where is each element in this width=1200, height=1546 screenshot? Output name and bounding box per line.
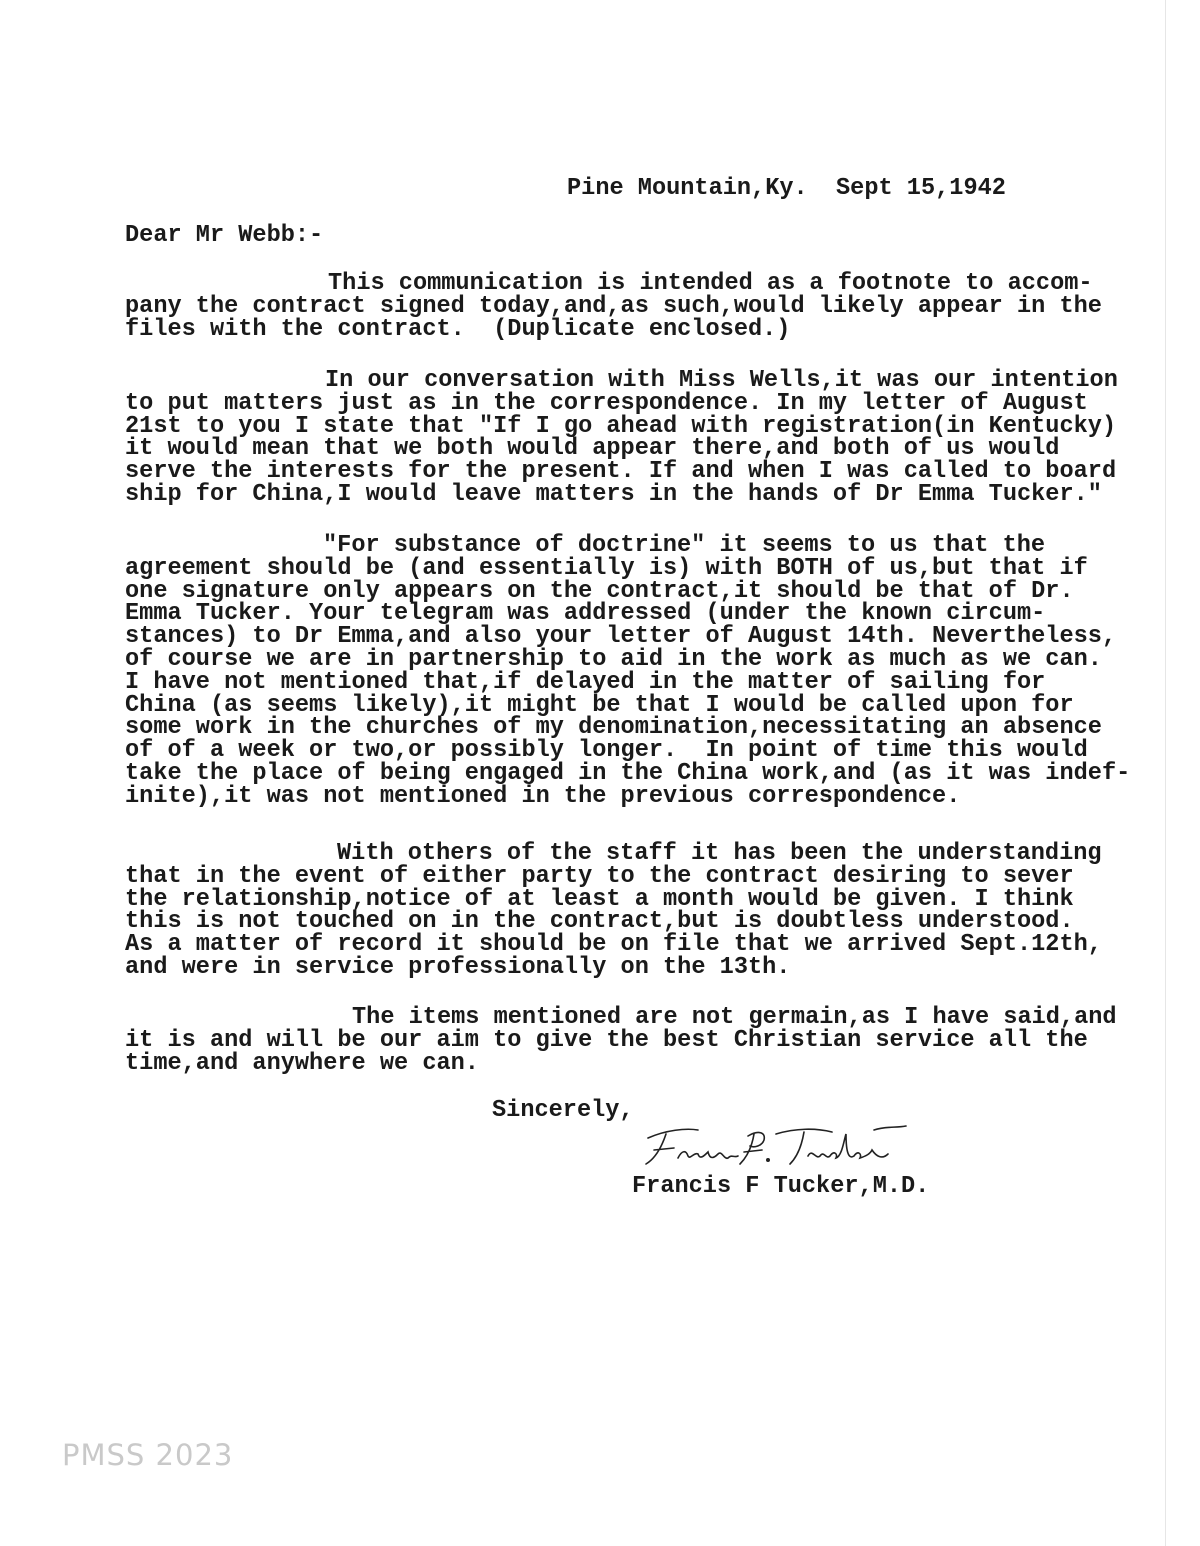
- paragraph-line: serve the interests for the present. If and when I was called to board: [125, 458, 1117, 486]
- paragraph-line: it would mean that we both would appear there,and both of us would: [125, 435, 1060, 463]
- paragraph-line: files with the contract. (Duplicate enclosed.): [125, 315, 791, 343]
- watermark: PMSS 2023: [62, 1438, 234, 1472]
- paragraph: [125, 840, 1135, 981]
- paragraph-line: stances) to Dr Emma,and also your letter of August 14th. Nevertheless,: [125, 623, 1117, 651]
- paragraph-line: China (as seems likely),it might be that I would be called upon for: [125, 691, 1074, 719]
- paragraph-line: The items mentioned are not germain,as I have said,and: [352, 1004, 1117, 1031]
- paragraph-line: ship for China,I would leave matters in the hands of Dr Emma Tucker.": [125, 480, 1102, 508]
- closing: Sincerely,: [492, 1097, 634, 1124]
- salutation: Dear Mr Webb:-: [125, 222, 324, 249]
- paragraph-line: agreement should be (and essentially is) with BOTH of us,but that if: [125, 554, 1088, 582]
- dateline: Pine Mountain,Ky. Sept 15,1942: [567, 175, 1006, 202]
- page-edge-line: [1165, 0, 1166, 1546]
- paragraph-line: to put matters just as in the correspondence. In my letter of August: [125, 389, 1088, 417]
- paragraph-line: that in the event of either party to the contract desiring to sever: [125, 862, 1074, 890]
- paragraph-line: and were in service professionally on the 13th.: [125, 953, 791, 981]
- paragraph-line: time,and anywhere we can.: [125, 1049, 479, 1077]
- paragraph-line: I have not mentioned that,if delayed in the matter of sailing for: [125, 668, 1046, 696]
- paragraph-line: With others of the staff it has been the understanding: [337, 840, 1102, 867]
- paragraph: [125, 270, 1135, 343]
- paragraph-line: This communication is intended as a footnote to accom-: [328, 270, 1093, 297]
- typed-name: Francis F Tucker,M.D.: [632, 1173, 930, 1200]
- paragraph-line: Emma Tucker. Your telegram was addressed (under the known circum-: [125, 600, 1046, 628]
- paragraph: [125, 367, 1135, 508]
- paragraph-line: In our conversation with Miss Wells,it was our intention: [325, 367, 1118, 394]
- handwritten-signature: [636, 1120, 916, 1175]
- paragraph-line: it is and will be our aim to give the best Christian service all the: [125, 1026, 1088, 1054]
- paragraph: [125, 532, 1135, 810]
- paragraph-line: inite),it was not mentioned in the previous correspondence.: [125, 782, 961, 810]
- paragraph-line: of of a week or two,or possibly longer. In point of time this would: [125, 737, 1088, 765]
- paragraph-line: "For substance of doctrine" it seems to us that the: [323, 532, 1046, 559]
- paragraph-line: 21st to you I state that "If I go ahead with registration(in Kentucky): [125, 412, 1117, 440]
- paragraph-line: pany the contract signed today,and,as such,would likely appear in the: [125, 292, 1102, 320]
- paragraph-line: take the place of being engaged in the China work,and (as it was indef-: [125, 759, 1131, 787]
- paragraph-line: of course we are in partnership to aid in the work as much as we can.: [125, 645, 1102, 673]
- paragraph-line: this is not touched on in the contract,but is doubtless understood.: [125, 908, 1074, 936]
- paragraph: [125, 1004, 1135, 1077]
- paragraph-line: the relationship,notice of at least a month would be given. I think: [125, 885, 1074, 913]
- paragraph-line: As a matter of record it should be on file that we arrived Sept.12th,: [125, 931, 1102, 959]
- paragraph-line: one signature only appears on the contract,it should be that of Dr.: [125, 577, 1074, 605]
- paragraph-line: some work in the churches of my denomination,necessitating an absence: [125, 714, 1102, 742]
